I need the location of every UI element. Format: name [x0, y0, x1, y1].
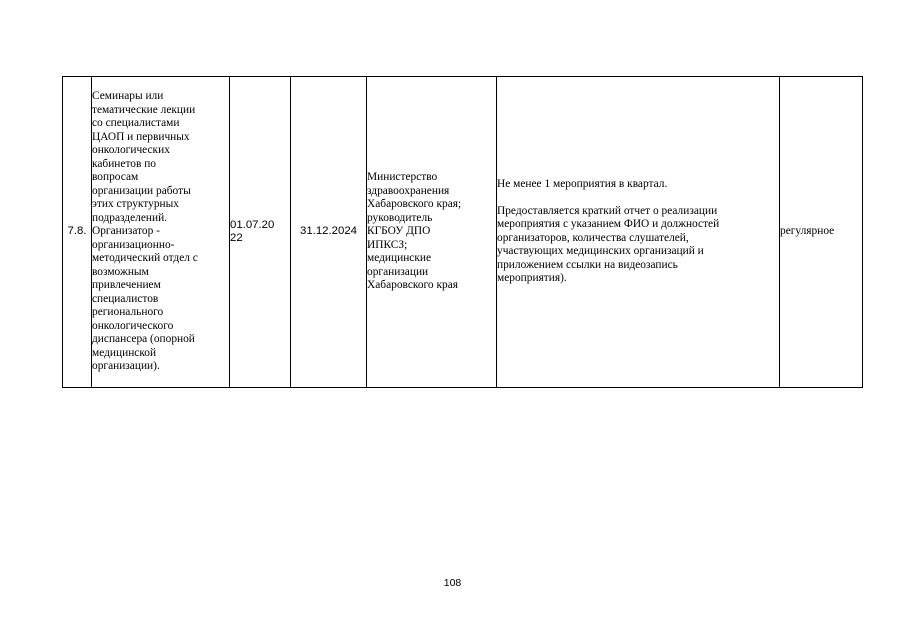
text-line: специалистов	[92, 292, 159, 305]
text-line: медицинские	[367, 252, 432, 265]
text-line: здравоохранения	[367, 184, 450, 197]
text-line: возможным	[92, 265, 149, 278]
text-line: 22	[230, 232, 243, 244]
page-number: 108	[443, 577, 462, 589]
responsible-parties	[367, 77, 497, 388]
frequency: регулярное	[780, 77, 863, 388]
text-line: медицинской	[92, 346, 157, 359]
text-line: организаторов, количества слушателей,	[497, 231, 689, 244]
text-line: КГБОУ ДПО	[367, 225, 431, 238]
text-line: организации).	[92, 360, 160, 373]
text-line: Не менее 1 мероприятия в квартал.	[497, 178, 668, 191]
text-line: подразделений.	[92, 211, 168, 224]
text-line: мероприятия).	[497, 272, 567, 285]
text-line: руководитель	[367, 211, 433, 224]
text-line: организации работы	[92, 184, 191, 197]
text-line: Хабаровского края	[367, 279, 458, 292]
text-line: 01.07.20	[230, 218, 275, 231]
text-line: тематические лекции	[92, 103, 196, 116]
performance-indicator	[497, 77, 780, 388]
text-line: ИПКСЗ;	[367, 238, 408, 251]
text-line: приложением ссылки на видеозапись	[497, 258, 678, 271]
text-line: Хабаровского края;	[367, 198, 462, 211]
text-line: ЦАОП и первичных	[92, 130, 190, 143]
text-line: организационно-	[92, 238, 175, 251]
text-line: регионального	[92, 306, 164, 319]
text-line: мероприятия с указанием ФИО и должностей	[497, 218, 720, 231]
indicator-paragraph	[497, 178, 779, 192]
text-line: методический отдел с	[92, 252, 198, 265]
activity-description	[92, 77, 230, 388]
text-line: Министерство	[367, 171, 438, 184]
start-date	[230, 77, 291, 388]
table-row	[63, 77, 863, 388]
row-number: 7.8.	[63, 77, 92, 388]
text-line: привлечением	[92, 279, 161, 292]
text-line: диспансера (опорной	[92, 333, 195, 346]
activities-table	[62, 76, 863, 388]
text-line: кабинетов по	[92, 157, 156, 170]
text-line: Предоставляется краткий отчет о реализации	[497, 204, 718, 217]
text-line: организации	[367, 265, 429, 278]
indicator-paragraph	[497, 205, 779, 286]
text-line: Семинары или	[92, 90, 164, 103]
text-line: этих структурных	[92, 198, 179, 211]
end-date: 31.12.2024	[291, 77, 367, 388]
text-line: вопросам	[92, 171, 139, 184]
text-line: участвующих медицинских организаций и	[497, 245, 704, 258]
text-line: онкологических	[92, 144, 170, 157]
text-line: со специалистами	[92, 117, 180, 130]
text-line: онкологического	[92, 319, 174, 332]
text-line: Организатор -	[92, 225, 160, 238]
